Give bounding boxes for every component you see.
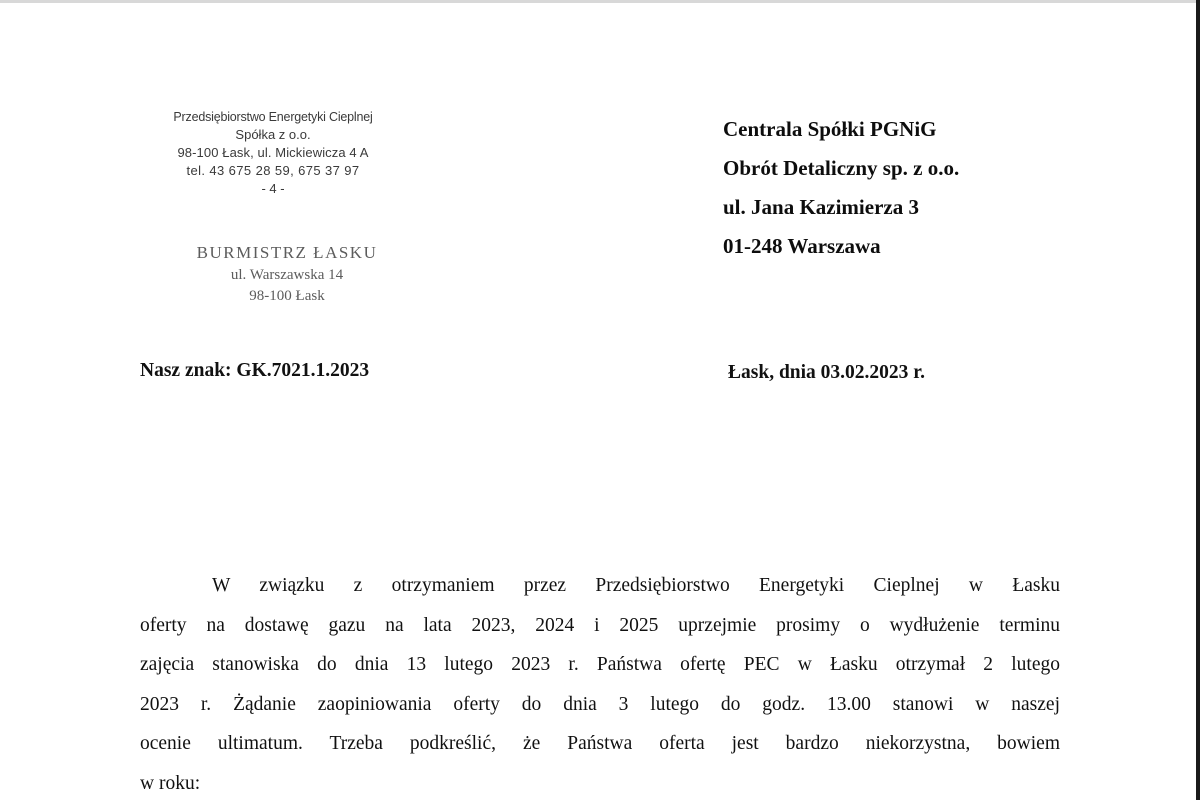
body-line: zajęcia stanowiska do dnia 13 lutego 2023 r. Państwa ofertę PEC w Łasku otrzymał 2 lutego [140, 654, 1060, 675]
body-line: oferty na dostawę gazu na lata 2023, 2024 i 2025 uprzejmie prosimy o wydłużenie terminu [140, 614, 1060, 636]
company-stamp-name: Przedsiębiorstwo Energetyki Cieplnej [173, 110, 373, 124]
body-line: ocenie ultimatum. Trzeba podkreślić, że Państwa oferta jest bardzo niekorzystna, bowiem [140, 733, 1060, 754]
body-line: W związku z otrzymaniem przez Przedsiębiorstwo Energetyki Cieplnej w Łasku [212, 575, 1060, 596]
scan-right-edge [1196, 0, 1200, 800]
recipient-line: ul. Jana Kazimierza 3 [723, 195, 919, 219]
body-line: w roku: [140, 772, 201, 794]
letter-body [140, 566, 1060, 800]
company-stamp-phone: tel. 43 675 28 59, 675 37 97 [186, 163, 360, 178]
mayor-stamp-city: 98-100 Łask [249, 288, 325, 304]
recipient-line: Centrala Spółki PGNiG [723, 117, 937, 141]
mayor-stamp [176, 241, 398, 307]
mayor-stamp-street: ul. Warszawska 14 [230, 267, 344, 283]
company-stamp-number: - 4 - [261, 181, 285, 196]
company-stamp [138, 108, 408, 198]
scan-top-edge [0, 0, 1200, 3]
company-stamp-address: 98-100 Łask, ul. Mickiewicza 4 A [177, 145, 369, 160]
mayor-stamp-title: BURMISTRZ ŁASKU [196, 243, 378, 262]
reference-number: Nasz znak: GK.7021.1.2023 [140, 360, 370, 381]
body-line: 2023 r. Żądanie zaopiniowania oferty do dnia 3 lutego do godz. 13.00 stanowi w naszej [140, 693, 1060, 715]
recipient-line: 01-248 Warszawa [723, 234, 881, 258]
recipient-address [723, 110, 1163, 266]
recipient-line: Obrót Detaliczny sp. z o.o. [723, 156, 960, 180]
company-stamp-form: Spółka z o.o. [235, 127, 311, 142]
letter-date: Łask, dnia 03.02.2023 r. [728, 362, 926, 383]
